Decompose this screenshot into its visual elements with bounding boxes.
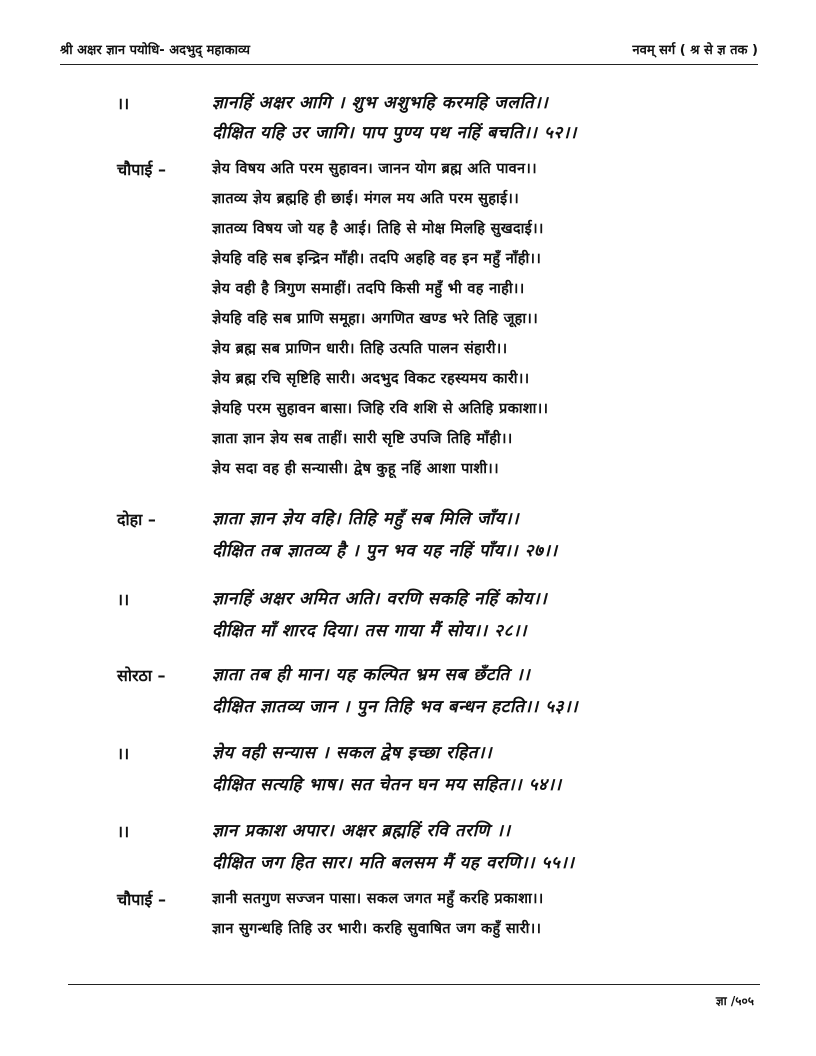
chaupai-line: ज्ञेय ब्रह्म सब प्राणिन धारी। तिहि उत्पति पालन संहारी।। xyxy=(212,341,508,357)
verse-line: दीक्षित यहि उर जागि। पाप पुण्य पथ नहिं बचति।। ५२।। xyxy=(212,123,577,143)
page-header xyxy=(60,38,758,60)
chaupai-line: ज्ञानी सतगुण सज्जन पासा। सकल जगत महुँ करहि प्रकाशा।। xyxy=(212,891,544,907)
verse-line: दीक्षित ज्ञातव्य जान । पुन तिहि भव बन्धन हटति।। ५३।। xyxy=(212,697,579,717)
verse-line: दीक्षित तब ज्ञातव्य है । पुन भव यह नहिं पाँय।। २७।। xyxy=(212,541,558,561)
verse-label: ।। xyxy=(117,822,130,841)
header-divider xyxy=(60,64,758,65)
chaupai-line: ज्ञेय सदा वह ही सन्यासी। द्वेष कुहू नहिं आशा पाशी।। xyxy=(212,461,499,477)
verse-line: ज्ञाता तब ही मान। यह कल्पित भ्रम सब छँटति ।। xyxy=(212,665,531,685)
verse-label: ।। xyxy=(117,590,130,609)
verse-line: दीक्षित माँ शारद दिया। तस गाया मैं सोय।। २८।। xyxy=(212,621,528,641)
verse-line: दीक्षित जग हित सार। मति बलसम मैं यह वरणि।। ५५।। xyxy=(212,853,575,873)
chaupai-line: ज्ञातव्य विषय जो यह है आई। तिहि से मोक्ष मिलहि सुखदाई।। xyxy=(212,221,544,237)
chaupai-line: ज्ञातव्य ज्ञेय ब्रह्महि ही छाई। मंगल मय अति परम सुहाई।। xyxy=(212,191,520,207)
verse-label: ।। xyxy=(117,744,130,763)
verse-label: दोहा – xyxy=(117,510,156,529)
verse-label: सोरठा – xyxy=(117,666,166,685)
chapter-title: नवम् सर्ग ( श्र से ज्ञ तक ) xyxy=(632,43,758,58)
verse-label: चौपाई – xyxy=(117,160,166,179)
chaupai-line: ज्ञेय विषय अति परम सुहावन। जानन योग ब्रह्म अति पावन।। xyxy=(212,161,537,177)
verse-label: ।। xyxy=(117,94,130,113)
verse-line: ज्ञान प्रकाश अपार। अक्षर ब्रह्महिं रवि तरणि ।। xyxy=(212,821,511,841)
verse-label: चौपाई – xyxy=(117,890,166,909)
chaupai-line: ज्ञेयहि परम सुहावन बासा। जिहि रवि शशि से अतिहि प्रकाशा।। xyxy=(212,401,549,417)
chaupai-line: ज्ञेय ब्रह्म रचि सृष्टिहि सारी। अदभुद विकट रहस्यमय कारी।। xyxy=(212,371,530,387)
verse-line: ज्ञानहिं अक्षर आगि । शुभ अशुभहि करमहि जलति।। xyxy=(212,93,549,113)
chaupai-line: ज्ञेयहि वहि सब प्राणि समूहा। अगणित खण्ड भरे तिहि जूहा।। xyxy=(212,311,539,327)
chaupai-line: ज्ञेय वही है त्रिगुण समाहीं। तदपि किसी महुँ भी वह नाही।। xyxy=(212,281,525,297)
verse-line: दीक्षित सत्यहि भाष। सत चेतन घन मय सहित।। ५४।। xyxy=(212,775,562,795)
verse-line: ज्ञानहिं अक्षर अमित अति। वरणि सकहि नहिं कोय।। xyxy=(212,589,548,609)
verse-line: ज्ञाता ज्ञान ज्ञेय वहि। तिहि महुँ सब मिलि जाँय।। xyxy=(212,509,520,529)
footer-divider xyxy=(68,984,760,985)
chaupai-line: ज्ञान सुगन्धहि तिहि उर भारी। करहि सुवाषित जग कहुँ सारी।। xyxy=(212,921,542,937)
chaupai-line: ज्ञेयहि वहि सब इन्द्रिन माँही। तदपि अहहि वह इन महुँ नाँही।। xyxy=(212,251,542,267)
chaupai-line: ज्ञाता ज्ञान ज्ञेय सब ताहीं। सारी सृष्टि उपजि तिहि माँही।। xyxy=(212,431,513,447)
page-number: ज्ञा /५०५ xyxy=(715,994,754,1008)
verse-line: ज्ञेय वही सन्यास । सकल द्वेष इच्छा रहित।। xyxy=(212,743,493,763)
book-title: श्री अक्षर ज्ञान पयोधि- अदभुद् महाकाव्य xyxy=(60,43,250,58)
